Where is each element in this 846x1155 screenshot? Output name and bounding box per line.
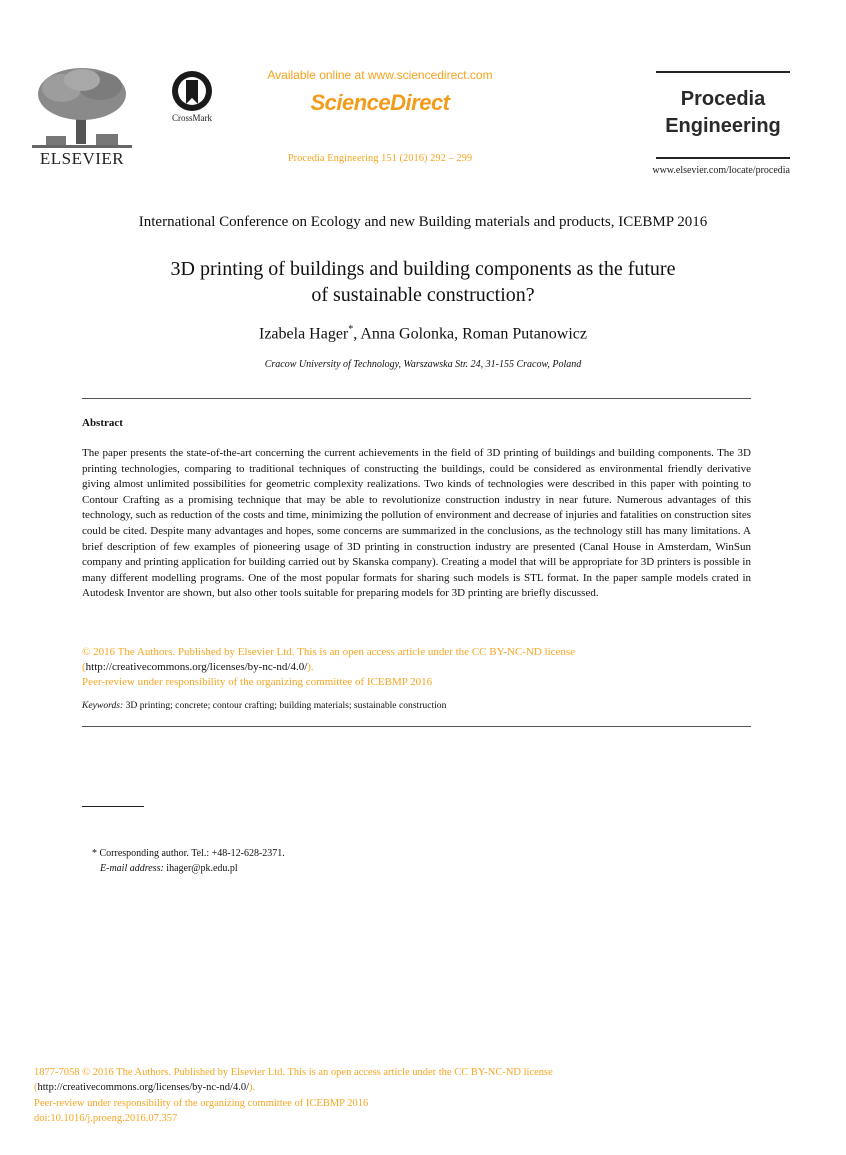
abstract-body: The paper presents the state-of-the-art concerning the current achievements in the field of 3D printing of buildings and building components. The 3D printing technologies, comparing to traditional techniques of constructing the buildings, could be considered as environmental friendly derivative giving almost unlimited possibilities for geometric complexity realizations. Two kinds of technologies were described in this paper with pointing to Contour Crafting as a promising technique that may be able to revolutionize construction industry in near future. Numerous advantages of this technology, such as reduction of the costs and time, minimizing the pollution of environment and decrease of injuries and fatalities on construction sites could be cited. Despite many advantages and hopes, some concerns are summarized in the conclusions, as the technology still has many limitations. A brief description of few examples of pioneering usage of 3D printing in construction industry are presented (Canal House in Amsterdam, WinSun company and printing application for building carried out by Skanska company). Creating a model that will be appropriate for 3D printers is possible in many different modelling programs. One of the most popular formats for sharing such models is STL format. In the paper sample models crated in Autodesk Inventor are shown, but also other tools suitable for preparing models for 3D printing are briefly discussed.: [82, 447, 751, 600]
abstract-heading: Abstract: [82, 417, 123, 429]
email-address[interactable]: ihager@pk.edu.pl: [163, 863, 238, 874]
corresponding-author-note: * Corresponding author. Tel.: +48-12-628-2371.: [92, 848, 285, 859]
email-label: E-mail address:: [100, 863, 164, 874]
available-online-link[interactable]: Available online at www.sciencedirect.com: [267, 68, 493, 82]
conference-name: International Conference on Ecology and new Building materials and products, ICEBMP 2016: [138, 214, 708, 230]
bottom-license-open: (: [34, 1082, 38, 1094]
crossmark-badge[interactable]: [164, 70, 220, 130]
issn-license-line: 1877-7058 © 2016 The Authors. Published by Elsevier Ltd. This is an open access article under the CC BY-NC-ND license: [34, 1067, 553, 1078]
abstract-bottom-rule: [82, 726, 751, 727]
doi[interactable]: doi:10.1016/j.proeng.2016.07.357: [34, 1112, 178, 1124]
sciencedirect-logo: ScienceDirect: [310, 90, 450, 115]
bottom-license-link-line: [34, 1080, 714, 1095]
bottom-peer-review: Peer-review under responsibility of the organizing committee of ICEBMP 2016: [34, 1097, 369, 1109]
author-list: [60, 324, 786, 343]
author-first: Izabela Hager: [258, 325, 349, 343]
journal-bottom-rule: [656, 157, 790, 159]
journal-title: [656, 86, 790, 140]
keywords-label: Keywords:: [82, 700, 124, 711]
elsevier-logo: [22, 66, 142, 170]
publisher-name: ELSEVIER: [39, 149, 125, 168]
license-link-line: [82, 660, 751, 675]
journal-url-link[interactable]: www.elsevier.com/locate/procedia: [652, 165, 790, 176]
bottom-license-block: [34, 1065, 714, 1126]
paper-title: [60, 256, 786, 308]
license-open: (: [82, 661, 86, 674]
journal-reference: Procedia Engineering 151 (2016) 292 – 299: [287, 153, 473, 164]
bottom-license-close: ).: [249, 1082, 256, 1094]
crossmark-label: CrossMark: [172, 113, 212, 123]
license-block: [82, 645, 751, 691]
elsevier-tree-icon: [32, 66, 132, 148]
author-rest: , Anna Golonka, Roman Putanowicz: [353, 325, 587, 343]
license-close: ).: [307, 661, 314, 674]
peer-review-line: Peer-review under responsibility of the organizing committee of ICEBMP 2016: [82, 676, 433, 689]
affiliation: Cracow University of Technology, Warszawska Str. 24, 31-155 Cracow, Poland: [264, 359, 582, 370]
crossmark-icon: [171, 70, 213, 112]
license-link[interactable]: http://creativecommons.org/licenses/by-nc-nd/4.0/: [85, 661, 308, 674]
journal-title-line1: Procedia: [680, 88, 766, 110]
keywords-text: 3D printing; concrete; contour crafting; building materials; sustainable construction: [123, 700, 447, 711]
abstract-top-rule: [82, 398, 751, 399]
journal-top-rule: [656, 71, 790, 73]
bottom-license-link[interactable]: http://creativecommons.org/licenses/by-nc-nd/4.0/: [37, 1082, 250, 1094]
corresponding-mark[interactable]: *: [348, 324, 354, 335]
journal-title-line2: Engineering: [665, 115, 781, 137]
keywords: [82, 700, 751, 711]
email-note: [100, 863, 238, 874]
paper-title-line1: 3D printing of buildings and building components as the future: [170, 258, 676, 280]
paper-title-line2: of sustainable construction?: [311, 284, 535, 306]
license-line: © 2016 The Authors. Published by Elsevier Ltd. This is an open access article under the CC BY-NC-ND license: [82, 646, 576, 658]
footnote-rule: [82, 806, 144, 807]
